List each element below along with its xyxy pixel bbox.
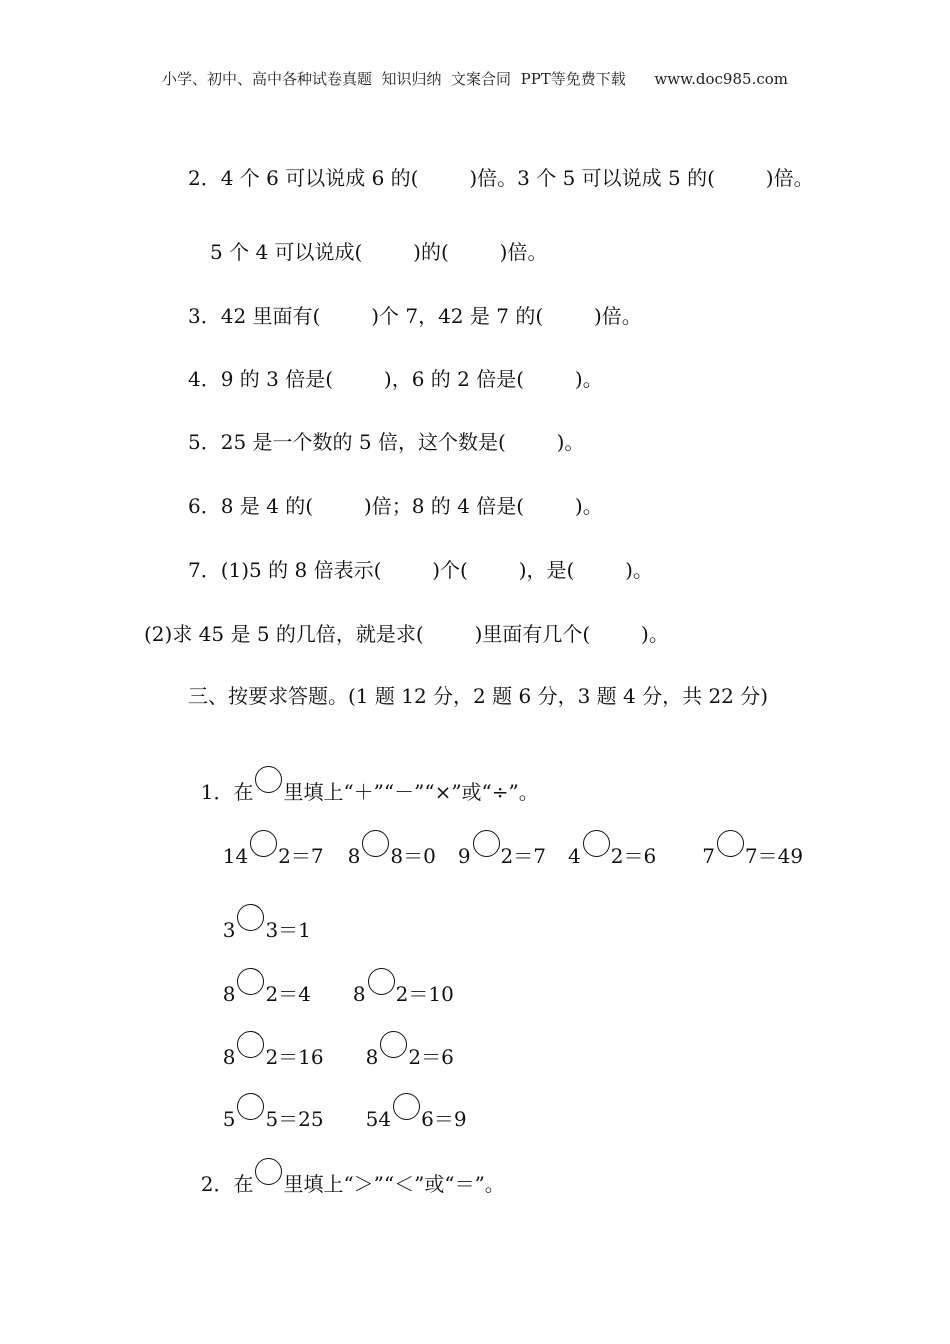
problem-2-suffix: 里填上“＞”“＜”或“＝”。	[283, 1172, 505, 1196]
problem-1-suffix: 里填上“＋”“－”“×”或“÷”。	[283, 780, 539, 804]
operand-right: 2＝10	[395, 982, 454, 1006]
operand-left: 54	[365, 1107, 392, 1131]
equation	[702, 844, 803, 868]
equation	[458, 844, 546, 868]
operand-right: 5＝25	[265, 1107, 324, 1131]
equation-row-4	[210, 1011, 454, 1071]
question-4: 4．9 的 3 倍是( )，6 的 2 倍是( )。	[188, 367, 603, 391]
operand-right: 2＝4	[265, 982, 311, 1006]
operand-right: 2＝16	[265, 1045, 324, 1069]
blank-circle-icon	[255, 1158, 282, 1185]
operand-right: 2＝7	[500, 844, 546, 868]
operand-left: 5	[222, 1107, 236, 1131]
equation	[223, 982, 311, 1006]
answer-circle[interactable]	[473, 830, 500, 857]
page-header: 小学、初中、高中各种试卷真题 知识归纳 文案合同 PPT等免费下载 www.doc985.com	[161, 70, 788, 88]
section-3-problem-1	[188, 746, 539, 806]
operand-right: 2＝6	[610, 844, 657, 868]
equation	[348, 844, 436, 868]
equation	[223, 844, 324, 868]
equation-row-2	[210, 884, 311, 944]
operand-left: 8	[352, 982, 366, 1006]
equation	[366, 1107, 467, 1131]
operand-left: 3	[222, 918, 236, 942]
operand-left: 7	[702, 844, 715, 868]
question-5: 5．25 是一个数的 5 倍，这个数是( )。	[188, 430, 585, 454]
answer-circle[interactable]	[237, 904, 264, 931]
answer-circle[interactable]	[393, 1093, 420, 1120]
problem-1-prefix: 1．在	[200, 780, 254, 804]
answer-circle[interactable]	[237, 1093, 264, 1120]
answer-circle[interactable]	[237, 1031, 264, 1058]
operand-left: 9	[457, 844, 471, 868]
operand-right: 8＝0	[390, 844, 436, 868]
equation-row-5	[210, 1073, 467, 1133]
operand-left: 4	[568, 844, 581, 868]
operand-left: 8	[347, 844, 361, 868]
operand-right: 2＝6	[408, 1045, 454, 1069]
operand-left: 14	[222, 844, 249, 868]
equation	[568, 844, 656, 868]
equation-row-1	[210, 810, 803, 870]
operand-right: 2＝7	[278, 844, 324, 868]
question-2a: 2．4 个 6 可以说成 6 的( )倍。3 个 5 可以说成 5 的( )倍。	[188, 166, 814, 190]
equation	[223, 1107, 324, 1131]
operand-right: 7＝49	[744, 844, 804, 868]
equation	[223, 918, 311, 942]
equation-row-3	[210, 948, 454, 1008]
blank-circle-icon	[255, 766, 282, 793]
answer-circle[interactable]	[362, 830, 389, 857]
equation	[223, 1045, 324, 1069]
question-2b: 5 个 4 可以说成( )的( )倍。	[210, 240, 548, 264]
answer-circle[interactable]	[717, 830, 744, 857]
operand-right: 3＝1	[265, 918, 311, 942]
answer-circle[interactable]	[368, 968, 395, 995]
question-6: 6．8 是 4 的( )倍；8 的 4 倍是( )。	[188, 494, 603, 518]
problem-2-prefix: 2．在	[200, 1172, 254, 1196]
operand-left: 8	[222, 982, 236, 1006]
equation	[353, 982, 454, 1006]
operand-left: 8	[222, 1045, 236, 1069]
answer-circle[interactable]	[250, 830, 277, 857]
operand-right: 6＝9	[421, 1107, 467, 1131]
section-3-title: 三、按要求答题。(1 题 12 分，2 题 6 分，3 题 4 分，共 22 分)	[188, 684, 769, 708]
equation	[366, 1045, 454, 1069]
answer-circle[interactable]	[583, 830, 610, 857]
question-3: 3．42 里面有( )个 7，42 是 7 的( )倍。	[188, 304, 642, 328]
operand-left: 8	[365, 1045, 379, 1069]
answer-circle[interactable]	[380, 1031, 407, 1058]
answer-circle[interactable]	[237, 968, 264, 995]
question-7a: 7．(1)5 的 8 倍表示( )个( )，是( )。	[188, 558, 653, 582]
section-3-problem-2	[188, 1138, 505, 1198]
question-7b: (2)求 45 是 5 的几倍，就是求( )里面有几个( )。	[144, 622, 669, 646]
